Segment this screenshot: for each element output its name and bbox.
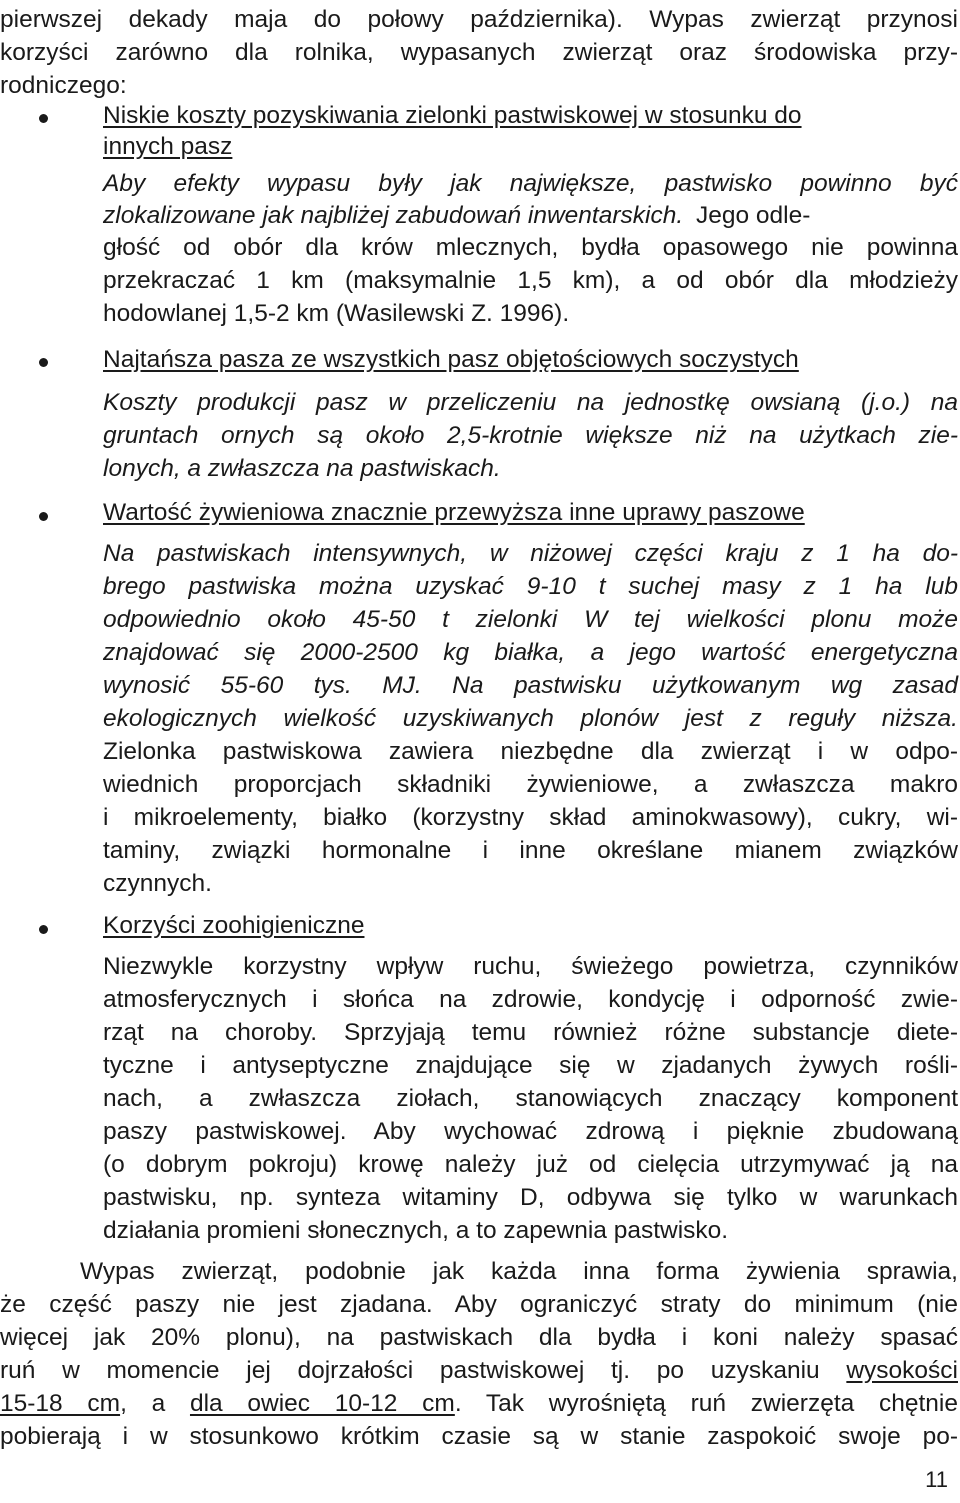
bullet-4-line-4: tyczne i antyseptyczne znajdujące się w zjadanych żywych rośli- (103, 1052, 958, 1079)
outro-line-2: że część paszy nie jest zjadana. Aby ograniczyć straty do minimum (nie (0, 1291, 958, 1318)
bullet-3-heading: Wartość żywieniowa znacznie przewyższa inne uprawy paszowe (103, 499, 805, 526)
intro-line-2: korzyści zarówno dla rolnika, wypasanych zwierząt oraz środowiska przy- (0, 39, 958, 66)
outro-line-4-underlined: wysokości (846, 1357, 958, 1384)
outro-line-5-rest: . Tak wyrośniętą ruń zwierzęta chętnie (454, 1390, 958, 1417)
outro-line-6: pobierają i w stosunkowo krótkim czasie są w stanie zaspokoić swoje po- (0, 1423, 958, 1450)
bullet-1-line-1: Aby efekty wypasu były jak największe, pastwisko powinno być (103, 170, 958, 197)
bullet-4-line-3: rząt na choroby. Sprzyjają temu również różne substancje diete- (103, 1019, 958, 1046)
outro-line-4-text: ruń w momencie jej dojrzałości pastwiskowej tj. po uzyskaniu (0, 1357, 847, 1384)
bullet-3-line-5: wynosić 55-60 tys. MJ. Na pastwisku użytkowanym wg zasad (103, 672, 958, 699)
outro-line-4 (0, 1355, 958, 1388)
bullet-2-line-1: Koszty produkcji pasz w przeliczeniu na jednostkę owsianą (j.o.) na (103, 389, 958, 416)
bullet-3-line-8: wiednich proporcjach składniki żywieniowe, a zwłaszcza makro (103, 771, 958, 798)
bullet-3-line-2: brego pastwiska można uzyskać 9-10 t suchej masy z 1 ha lub (103, 573, 958, 600)
bullet-3-line-9: i mikroelementy, białko (korzystny skład aminokwasowy), cukry, wi- (103, 804, 958, 831)
bullet-3-line-6: ekologicznych wielkość uzyskiwanych plonów jest z reguły niższa. (103, 705, 958, 732)
bullet-4-line-8: pastwisku, np. synteza witaminy D, odbywa się tylko w warunkach (103, 1184, 958, 1211)
bullet-3-line-10: taminy, związki hormonalne i inne określane mianem związków (103, 837, 958, 864)
intro-line-1: pierwszej dekady maja do połowy października). Wypas zwierząt przynosi (0, 6, 958, 33)
bullet-3-line-1: Na pastwiskach intensywnych, w niżowej części kraju z 1 ha do- (103, 540, 958, 567)
bullet-3-line-11: czynnych. (103, 870, 212, 897)
outro-line-5 (0, 1388, 958, 1421)
outro-line-5-height-sheep: dla owiec 10-12 cm (189, 1390, 455, 1417)
bullet-2-heading: Najtańsza pasza ze wszystkich pasz objętościowych soczystych (103, 346, 799, 373)
bullet-4-line-9: działania promieni słonecznych, a to zapewnia pastwisko. (103, 1217, 729, 1244)
bullet-4-heading: Korzyści zoohigieniczne (103, 912, 365, 939)
bullet-1-heading-line-1: Niskie koszty pozyskiwania zielonki pastwiskowej w stosunku do (103, 102, 802, 129)
bullet-4-icon (39, 925, 48, 934)
bullet-1-line-2-rest: Jego odle- (689, 202, 811, 229)
bullet-4-line-7: (o dobrym pokroju) krowę należy już od cielęcia utrzymywać ją na (103, 1151, 958, 1178)
bullet-4-line-5: nach, a zwłaszcza ziołach, stanowiących znaczący komponent (103, 1085, 958, 1112)
outro-line-1: Wypas zwierząt, podobnie jak każda inna forma żywienia sprawia, (80, 1258, 958, 1285)
intro-line-3: rodniczego: (0, 72, 127, 99)
bullet-2-icon (39, 358, 48, 367)
outro-line-5-sep: , a (120, 1390, 190, 1417)
bullet-1-line-4: przekraczać 1 km (maksymalnie 1,5 km), a od obór dla młodzieży (103, 267, 958, 294)
bullet-1-line-2-italic: zlokalizowane jak najbliżej zabudowań inwentarskich. (103, 202, 684, 229)
bullet-1-line-3: głość od obór dla krów mlecznych, bydła opasowego nie powinna (103, 234, 958, 261)
bullet-1-line-5: hodowlanej 1,5-2 km (Wasilewski Z. 1996). (103, 300, 570, 327)
bullet-2-line-2: gruntach ornych są około 2,5-krotnie większe niż na użytkach zie- (103, 422, 958, 449)
outro-line-5-height-cattle: 15-18 cm (0, 1390, 121, 1417)
bullet-1-icon (39, 114, 48, 123)
bullet-4-line-1: Niezwykle korzystny wpływ ruchu, świeżego powietrza, czynników (103, 953, 958, 980)
bullet-4-line-6: paszy pastwiskowej. Aby wychować zdrową i pięknie zbudowaną (103, 1118, 958, 1145)
bullet-1-line-2 (103, 200, 810, 233)
bullet-3-line-3: odpowiednio około 45-50 t zielonki W tej wielkości plonu może (103, 606, 958, 633)
page-number: 11 (925, 1467, 948, 1492)
bullet-4-line-2: atmosferycznych i słońca na zdrowie, kondycję i odporność zwie- (103, 986, 958, 1013)
bullet-3-line-4: znajdować się 2000-2500 kg białka, a jego wartość energetyczna (103, 639, 958, 666)
bullet-3-icon (39, 512, 48, 521)
outro-line-3: więcej jak 20% plonu), na pastwiskach dla bydła i koni należy spasać (0, 1324, 958, 1351)
bullet-2-line-3: lonych, a zwłaszcza na pastwiskach. (103, 455, 501, 482)
bullet-1-heading-line-2: innych pasz (103, 133, 233, 160)
bullet-3-line-7: Zielonka pastwiskowa zawiera niezbędne dla zwierząt i w odpo- (103, 738, 958, 765)
